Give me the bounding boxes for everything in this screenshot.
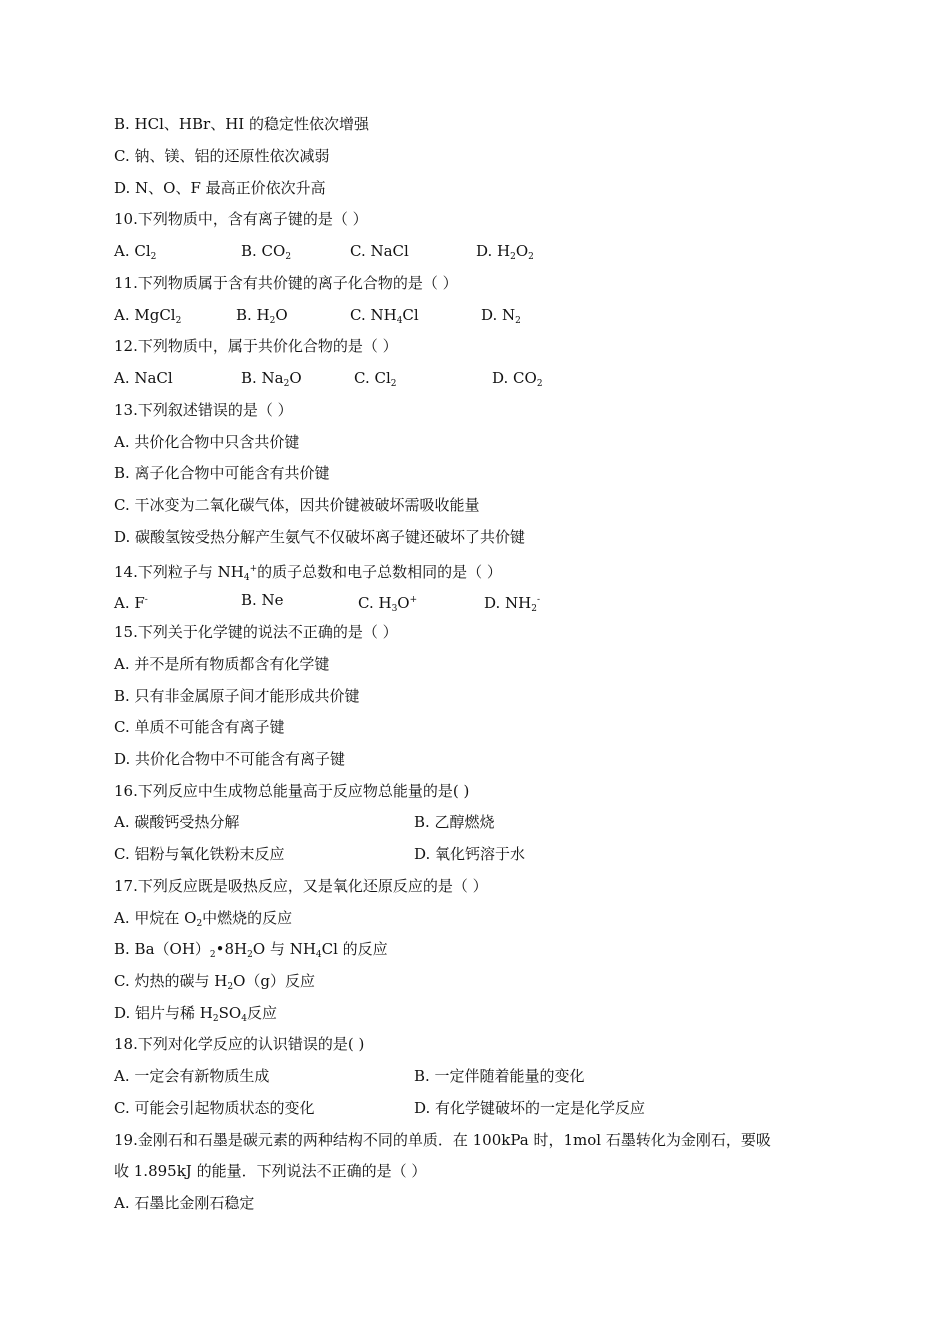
q18-option-d: D. 有化学键破坏的一定是化学反应 xyxy=(414,1099,646,1117)
q13-option-a: A. 共价化合物中只含共价键 xyxy=(114,433,300,451)
q9-option-b: B. HCl、HBr、HI 的稳定性依次增强 xyxy=(114,115,369,133)
q11-option-c: C. $NH_4Cl$ xyxy=(350,306,419,326)
q13-option-c: C. 干冰变为二氧化碳气体，因共价键被破坏需吸收能量 xyxy=(114,496,480,514)
q11-option-b: B. $H_2O$ xyxy=(236,306,288,326)
q9-option-d: D. N、O、F 最高正价依次升高 xyxy=(114,179,326,197)
q18-option-a: A. 一定会有新物质生成 xyxy=(114,1067,270,1085)
q15-option-b: B. 只有非金属原子间才能形成共价键 xyxy=(114,687,360,705)
q14-option-c: C. $H_3O^+$ xyxy=(358,594,418,614)
q19-stem-line-2: 收 1.895kJ 的能量．下列说法不正确的是（ ） xyxy=(114,1162,427,1180)
q11-option-a: A. MgCl$_2$ xyxy=(114,306,182,326)
q12-option-d: D. $CO_2$ xyxy=(492,369,543,389)
q10-option-d: D. $H_2O_2$ xyxy=(476,242,534,262)
q15-option-a: A. 并不是所有物质都含有化学键 xyxy=(114,655,330,673)
q18-option-c: C. 可能会引起物质状态的变化 xyxy=(114,1099,315,1117)
q11-stem: 11.下列物质属于含有共价键的离子化合物的是（ ） xyxy=(114,274,458,292)
q17-option-b: B. $Ba(OH)_2•8H_2O$ 与 $NH_4Cl$ 的反应 xyxy=(114,940,388,960)
q10-option-a: A. $Cl_2$ xyxy=(114,242,157,262)
q13-stem: 13.下列叙述错误的是（ ） xyxy=(114,401,293,419)
q12-option-c: C. $Cl_2$ xyxy=(354,369,397,389)
q16-option-b: B. 乙醇燃烧 xyxy=(414,813,495,831)
q17-option-a: A. 甲烷在 $O_2$中燃烧的反应 xyxy=(114,909,293,929)
q13-option-d: D. 碳酸氢铵受热分解产生氨气不仅破坏离子键还破坏了共价键 xyxy=(114,528,526,546)
q15-option-d: D. 共价化合物中不可能含有离子键 xyxy=(114,750,346,768)
q14-option-d: D. $NH_2^-$ xyxy=(484,594,541,614)
q10-stem: 10.下列物质中，含有离子键的是（ ） xyxy=(114,210,368,228)
q10-option-c: C. NaCl xyxy=(350,242,409,260)
q16-option-a: A. 碳酸钙受热分解 xyxy=(114,813,240,831)
q14-option-b: B. Ne xyxy=(241,591,284,609)
q18-option-b: B. 一定伴随着能量的变化 xyxy=(414,1067,585,1085)
q17-stem: 17.下列反应既是吸热反应，又是氧化还原反应的是（ ） xyxy=(114,877,488,895)
q13-option-b: B. 离子化合物中可能含有共价键 xyxy=(114,464,330,482)
q16-stem: 16.下列反应中生成物总能量高于反应物总能量的是( ) xyxy=(114,782,470,800)
q12-stem: 12.下列物质中，属于共价化合物的是（ ） xyxy=(114,337,398,355)
q18-stem: 18.下列对化学反应的认识错误的是( ) xyxy=(114,1035,365,1053)
q12-option-b: B. $Na_2O$ xyxy=(241,369,302,389)
q19-option-a: A. 石墨比金刚石稳定 xyxy=(114,1194,255,1212)
q11-option-d: D. $N_2$ xyxy=(481,306,521,326)
q10-option-b: B. $CO_2$ xyxy=(241,242,292,262)
q16-option-d: D. 氧化钙溶于水 xyxy=(414,845,526,863)
q16-option-c: C. 铝粉与氧化铁粉末反应 xyxy=(114,845,285,863)
q14-option-a: A. F- xyxy=(114,594,148,612)
q9-option-c: C. 钠、镁、铝的还原性依次减弱 xyxy=(114,147,330,165)
q12-option-a: A. NaCl xyxy=(114,369,173,387)
q15-option-c: C. 单质不可能含有离子键 xyxy=(114,718,285,736)
q15-stem: 15.下列关于化学键的说法不正确的是（ ） xyxy=(114,623,398,641)
q17-option-d: D. 铝片与稀 $H_2SO_4$反应 xyxy=(114,1004,277,1024)
q19-stem-line-1: 19.金刚石和石墨是碳元素的两种结构不同的单质．在 100kPa 时，1mol 石墨转化为金刚石，要吸 xyxy=(114,1131,771,1149)
q14-stem: 14.下列粒子与 $NH_4^+$的质子总数和电子总数相同的是（ ） xyxy=(114,563,502,583)
q17-option-c: C. 灼热的碳与 $H_2O(g)$反应 xyxy=(114,972,315,992)
